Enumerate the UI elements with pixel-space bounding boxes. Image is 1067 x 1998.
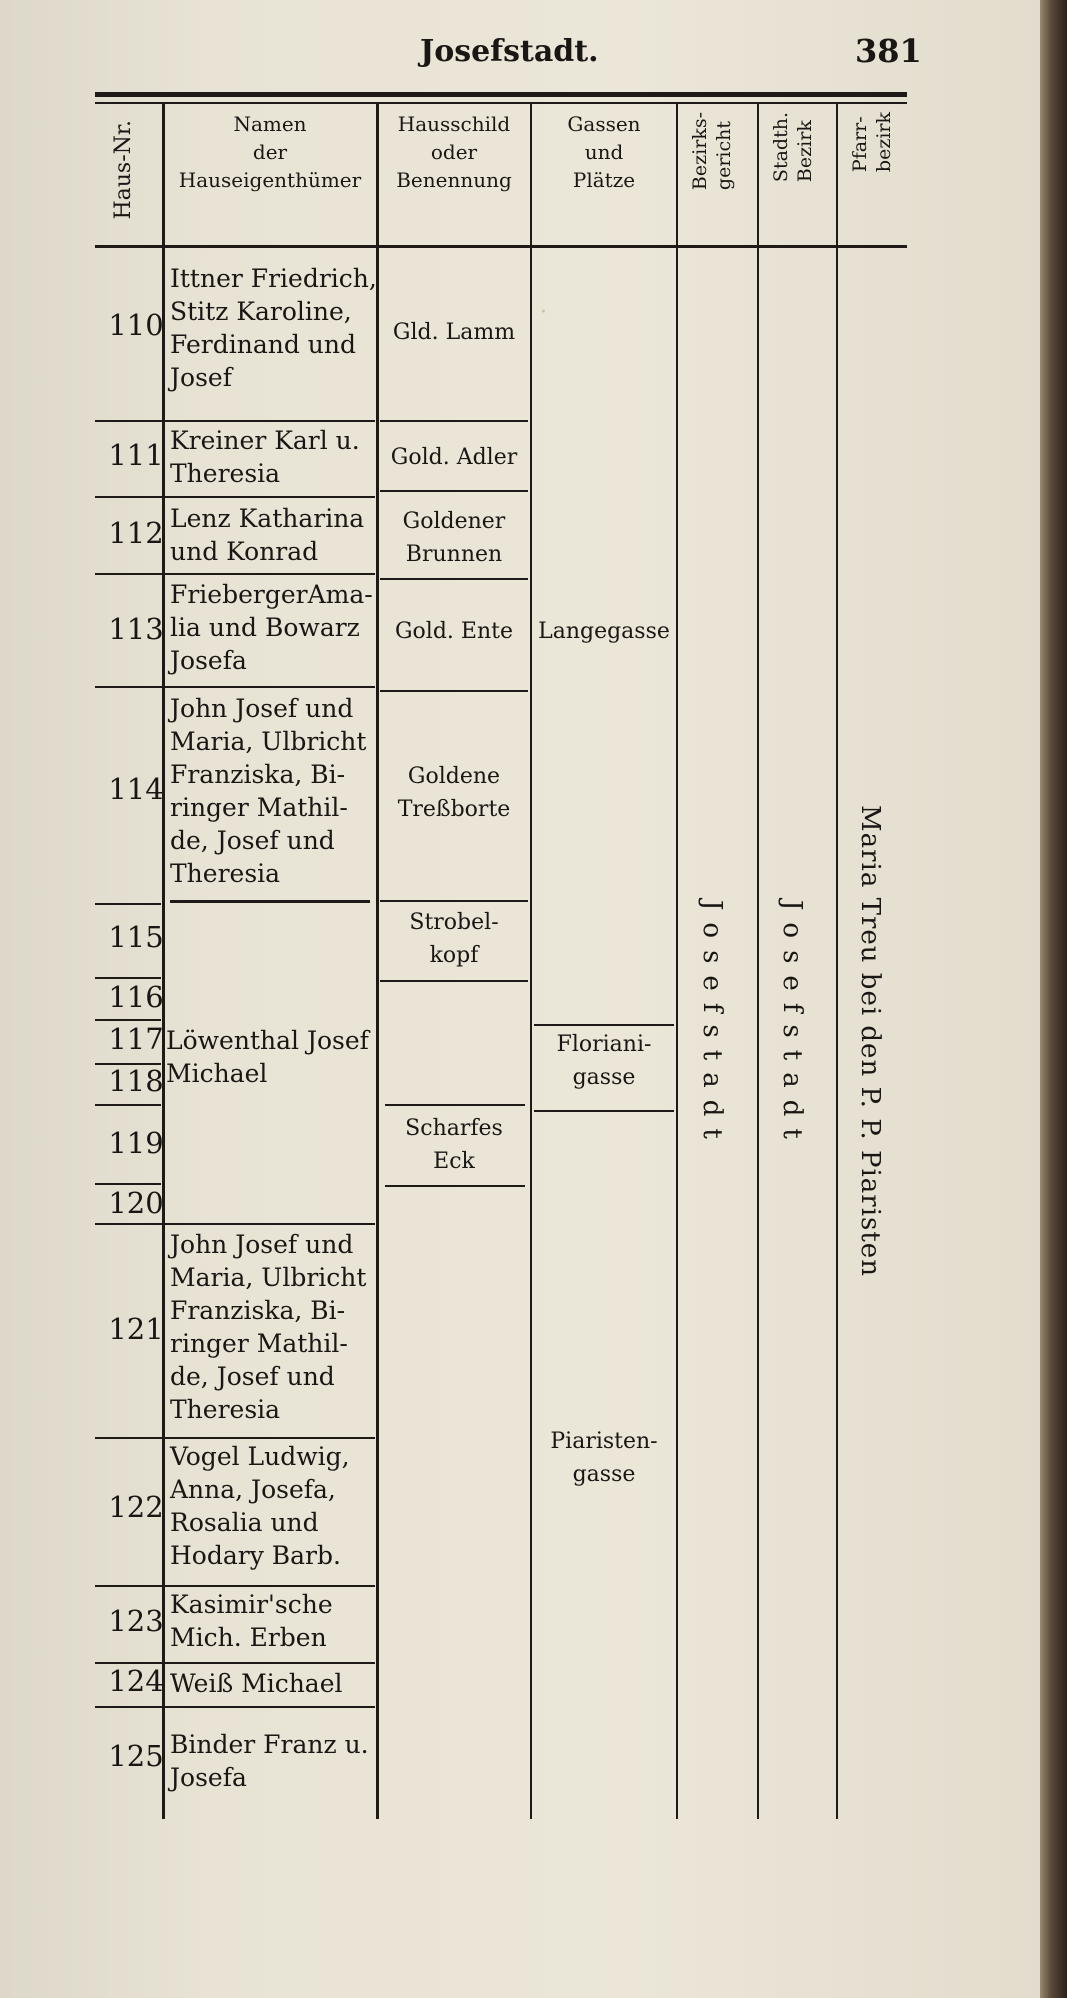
court-district-josefstadt: Josefstadt	[697, 900, 727, 1151]
col-header-stadth-bezirk: Stadth. Bezirk	[770, 112, 816, 183]
row-rule-120	[95, 1223, 375, 1225]
parish-maria-treu: Maria Treu bei den P. P. Piaristen	[855, 805, 885, 1277]
house-number-118: 118	[108, 1064, 164, 1098]
sign-rule-110	[380, 420, 528, 422]
sign-rule-118	[385, 1104, 525, 1106]
row-rule-110	[95, 420, 375, 422]
owner-110: Ittner Friedrich, Stitz Karoline, Ferdinand und Josef	[170, 264, 377, 392]
owner-124: Weiß Michael	[170, 1669, 343, 1698]
col-rule-1	[162, 104, 165, 1819]
street-piaristengasse: Piaristen- gasse	[550, 1429, 658, 1487]
row-rule-122	[95, 1585, 375, 1587]
num-rule-114	[95, 903, 161, 905]
sign-rule-111	[380, 490, 528, 492]
house-number-123: 123	[108, 1604, 164, 1638]
header-rule	[95, 245, 907, 248]
sign-112: Goldener Brunnen	[402, 509, 506, 567]
house-number-117: 117	[108, 1022, 164, 1056]
num-rule-118	[95, 1104, 161, 1106]
house-number-115: 115	[108, 920, 164, 954]
sign-rule-115	[380, 980, 528, 982]
sign-115: Strobel- kopf	[409, 910, 499, 968]
sign-113: Gold. Ente	[394, 619, 513, 644]
num-rule-119	[95, 1183, 161, 1185]
sign-rule-119	[385, 1185, 525, 1187]
sign-111: Gold. Adler	[390, 445, 518, 470]
col-rule-4	[676, 104, 678, 1819]
running-title: Josefstadt.	[420, 34, 599, 69]
house-number-114: 114	[108, 772, 164, 806]
house-number-122: 122	[108, 1490, 164, 1524]
row-rule-113	[95, 686, 375, 688]
street-rule-top	[534, 1024, 674, 1026]
owner-122: Vogel Ludwig, Anna, Josefa, Rosalia und Hodary Barb.	[170, 1442, 350, 1570]
owner-121: John Josef und Maria, Ulbricht Franziska, Bi- ringer Mathil- de, Josef und Theresia	[170, 1230, 367, 1424]
col-header-pfarrbezirk: Pfarr- bezirk	[849, 112, 895, 173]
house-number-110: 110	[108, 308, 164, 342]
col-header-haus-nr: Haus-Nr.	[111, 120, 136, 220]
num-rule-115	[95, 977, 161, 979]
owner-117: Löwenthal Josef Michael	[166, 1026, 369, 1088]
house-number-120: 120	[108, 1186, 164, 1220]
house-number-112: 112	[108, 516, 164, 550]
col-header-namen: Namen der Hauseigenthümer	[178, 112, 362, 192]
sign-119: Scharfes Eck	[405, 1116, 503, 1174]
house-number-125: 125	[108, 1739, 164, 1773]
col-rule-6	[836, 104, 838, 1819]
house-number-124: 124	[108, 1664, 164, 1698]
col-header-hausschild: Hausschild oder Benennung	[396, 112, 512, 192]
sign-rule-112	[380, 578, 528, 580]
owner-111: Kreiner Karl u. Theresia	[170, 426, 360, 488]
house-number-111: 111	[108, 438, 164, 472]
row-rule-112	[95, 573, 375, 575]
bleed-through-text: ·	[540, 300, 547, 325]
street-rule-bottom	[534, 1110, 674, 1112]
row-rule-124	[95, 1706, 375, 1708]
owner-112: Lenz Katharina und Konrad	[170, 504, 365, 566]
sign-rule-113	[380, 690, 528, 692]
col-header-bezirksgericht: Bezirks- gericht	[689, 112, 735, 191]
house-number-119: 119	[108, 1126, 164, 1160]
page-number: 381	[855, 32, 922, 70]
owner-125: Binder Franz u. Josefa	[170, 1730, 369, 1792]
owner-113: FriebergerAma- lia und Bowarz Josefa	[170, 580, 373, 675]
row-rule-121	[95, 1437, 375, 1439]
book-edge	[1040, 0, 1067, 1998]
row-rule-114	[170, 900, 370, 903]
house-number-121: 121	[108, 1312, 164, 1346]
sign-rule-114	[380, 900, 528, 902]
house-number-113: 113	[108, 612, 164, 646]
col-rule-3	[530, 104, 532, 1819]
row-rule-111	[95, 496, 375, 498]
num-rule-116	[95, 1019, 161, 1021]
sign-110: Gld. Lamm	[392, 320, 516, 345]
sign-114: Goldene Treßborte	[397, 764, 511, 822]
owner-114: John Josef und Maria, Ulbricht Franziska, Bi- ringer Mathil- de, Josef und Theresia	[170, 694, 367, 888]
owner-123: Kasimir'sche Mich. Erben	[170, 1590, 333, 1652]
top-rule-thin	[95, 102, 907, 104]
street-langegasse: Langegasse	[538, 619, 670, 644]
city-district-josefstadt: Josefstadt	[777, 900, 807, 1151]
street-florianigasse: Floriani- gasse	[556, 1032, 652, 1090]
col-header-gassen: Gassen und Plätze	[567, 112, 641, 192]
col-rule-5	[757, 104, 759, 1819]
house-number-116: 116	[108, 980, 164, 1014]
top-rule-thick	[95, 92, 907, 97]
